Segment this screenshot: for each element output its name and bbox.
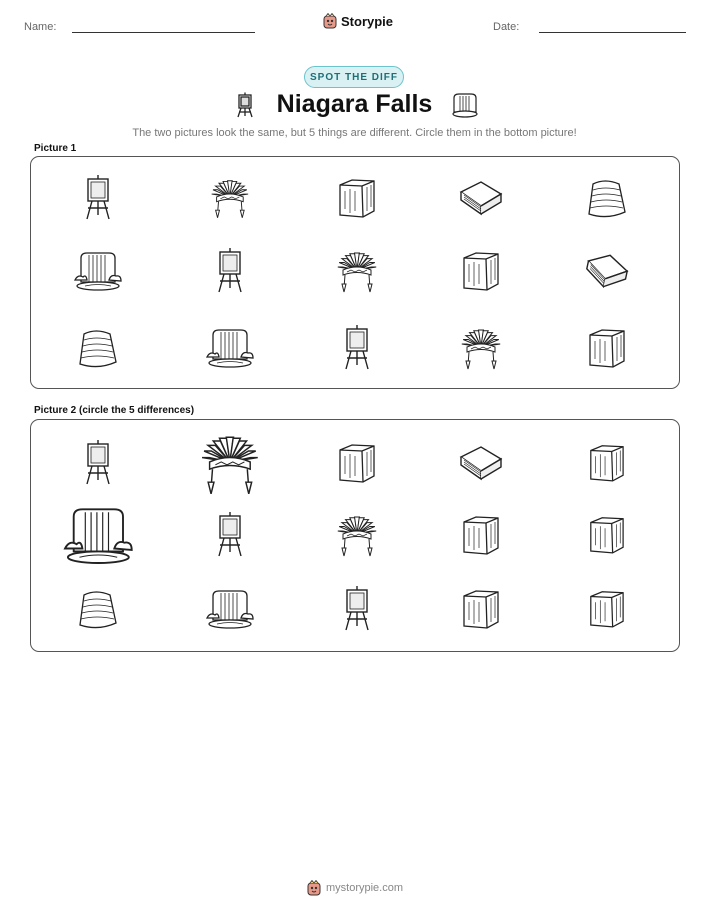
- tree-stump-icon: [336, 175, 378, 219]
- picture2-cell-r2-c5[interactable]: [587, 513, 627, 555]
- waterfall-icon: [207, 588, 253, 628]
- tree-stump-icon: [587, 587, 627, 629]
- picture2-cell-r2-c3[interactable]: [335, 512, 379, 556]
- picture2-cell-r2-c1[interactable]: [65, 505, 132, 563]
- date-label: Date:: [493, 21, 520, 33]
- easel-icon: [215, 248, 245, 292]
- tree-stump-icon: [586, 325, 628, 369]
- picture1-cell-r3-c2: [207, 327, 253, 367]
- easel-icon: [83, 175, 113, 219]
- picture2-cell-r1-c3[interactable]: [336, 440, 378, 484]
- picture2-cell-r2-c2[interactable]: [215, 512, 245, 556]
- picture1-cell-r3-c5: [586, 325, 628, 369]
- tree-stump-icon: [587, 513, 627, 555]
- picture1-cell-r1-c4: [459, 178, 503, 216]
- tree-stump-icon: [460, 586, 502, 630]
- picture2-cell-r1-c5[interactable]: [587, 441, 627, 483]
- brand-name: Storypie: [341, 13, 394, 29]
- storypie-logo-icon: [307, 880, 321, 896]
- headdress-icon: [335, 248, 379, 292]
- waterfall-icon: [75, 250, 121, 290]
- picture1-cell-r3-c3: [342, 325, 372, 369]
- picture1-cell-r1-c2: [209, 176, 251, 218]
- picture1-cell-r3-c4: [459, 325, 503, 369]
- rock-icon: [76, 326, 120, 368]
- spot-the-diff-badge: SPOT THE DIFF: [304, 66, 404, 88]
- easel-icon: [342, 325, 372, 369]
- book-icon: [582, 247, 633, 293]
- picture2-cell-r1-c2[interactable]: [198, 430, 262, 494]
- footer: [307, 880, 403, 896]
- waterfall-icon: [207, 327, 253, 367]
- rock-icon: [76, 587, 120, 629]
- picture1-cell-r1-c1: [83, 175, 113, 219]
- picture2-cell-r3-c3[interactable]: [342, 586, 372, 630]
- picture1-cell-r2-c1: [75, 250, 121, 290]
- picture2-cell-r3-c5[interactable]: [587, 587, 627, 629]
- easel-icon: [215, 512, 245, 556]
- picture2-cell-r1-c4[interactable]: [459, 443, 503, 481]
- page-title: Niagara Falls: [276, 90, 433, 118]
- picture2-cell-r3-c1[interactable]: [76, 587, 120, 629]
- picture1-cell-r2-c5: [582, 247, 633, 293]
- picture1-cell-r2-c3: [335, 248, 379, 292]
- headdress-icon: [209, 176, 251, 218]
- tree-stump-icon: [336, 440, 378, 484]
- picture2-cell-r1-c1[interactable]: [83, 440, 113, 484]
- picture-2-label: Picture 2 (circle the 5 differences): [34, 405, 195, 416]
- picture1-cell-r2-c2: [215, 248, 245, 292]
- name-label: Name:: [24, 21, 57, 33]
- headdress-icon: [335, 512, 379, 556]
- picture1-cell-r1-c3: [336, 175, 378, 219]
- headdress-icon: [459, 325, 503, 369]
- tree-stump-icon: [460, 248, 502, 292]
- picture2-cell-r3-c2[interactable]: [207, 588, 253, 628]
- picture2-cell-r3-c4[interactable]: [460, 586, 502, 630]
- rock-icon: [585, 176, 629, 218]
- easel-icon: [83, 440, 113, 484]
- easel-icon: [342, 586, 372, 630]
- headdress-icon: [198, 430, 262, 494]
- instructions: The two pictures look the same, but 5 things are different. Circle them in the bottom picture!: [132, 127, 577, 139]
- waterfall-icon: [65, 505, 132, 563]
- picture1-cell-r1-c5: [585, 176, 629, 218]
- picture-1-label: Picture 1: [34, 143, 77, 154]
- book-icon: [459, 178, 503, 216]
- tree-stump-icon: [587, 441, 627, 483]
- book-icon: [459, 443, 503, 481]
- picture2-cell-r2-c4[interactable]: [460, 512, 502, 556]
- footer-site: mystorypie.com: [326, 882, 404, 894]
- tree-stump-icon: [460, 512, 502, 556]
- picture1-cell-r2-c4: [460, 248, 502, 292]
- picture1-cell-r3-c1: [76, 326, 120, 368]
